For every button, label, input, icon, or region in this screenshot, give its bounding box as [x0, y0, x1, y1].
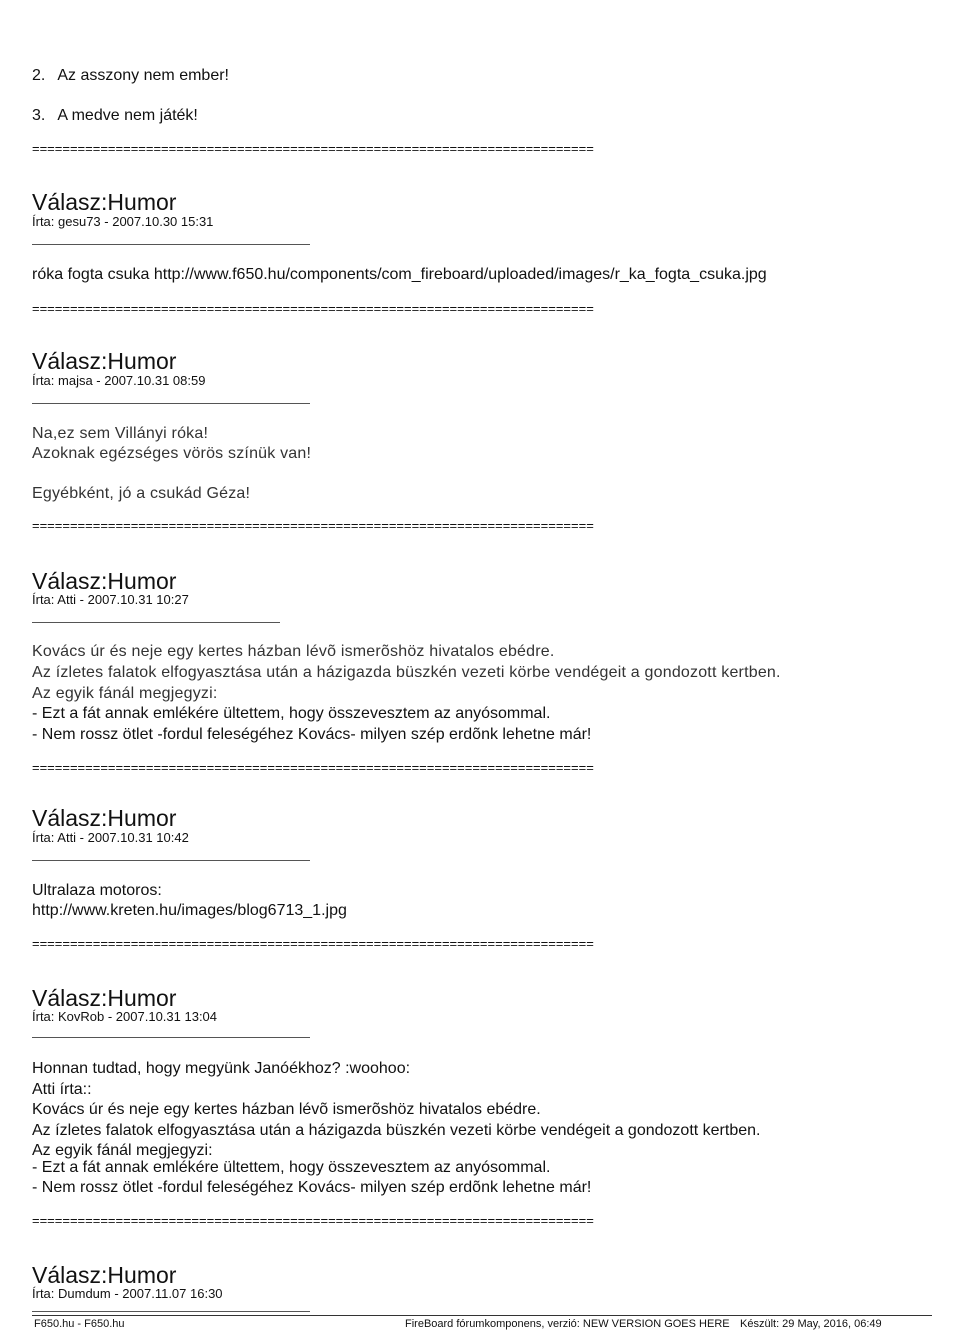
- post-underline: [32, 860, 310, 861]
- separator: ==========================================================================: [32, 1213, 594, 1228]
- post-title: Válasz:Humor: [32, 348, 177, 374]
- post-body-line: - Ezt a fát annak emlékére ültettem, hogy összevesztem az anyósommal.: [32, 705, 551, 722]
- list-item-3: [32, 106, 198, 126]
- post-body-line: - Ezt a fát annak emlékére ültettem, hogy összevesztem az anyósommal.: [32, 1159, 551, 1176]
- list-number: 2.: [32, 67, 46, 84]
- post-title: Válasz:Humor: [32, 1262, 177, 1288]
- post-title: Válasz:Humor: [32, 189, 177, 215]
- post-body-line: - Nem rossz ötlet -fordul feleségéhez Kovács- milyen szép erdõnk lehetne már!: [32, 1179, 592, 1196]
- separator: ==========================================================================: [32, 936, 594, 951]
- post-body-line: Kovács úr és neje egy kertes házban lévõ ismerõshöz hivatalos ebédre.: [32, 643, 555, 660]
- post-underline: [32, 1311, 310, 1312]
- post-meta: Írta: gesu73 - 2007.10.30 15:31: [32, 214, 214, 229]
- post-title: Válasz:Humor: [32, 568, 177, 594]
- post-body-line: Az egyik fánál megjegyzi:: [32, 685, 218, 702]
- post-meta: Írta: KovRob - 2007.10.31 13:04: [32, 1009, 218, 1024]
- post-body-line: Atti írta::: [32, 1081, 92, 1098]
- post-underline: [32, 1037, 310, 1038]
- list-item-2: [32, 66, 229, 86]
- post-body-line: Kovács úr és neje egy kertes házban lévõ ismerõshöz hivatalos ebédre.: [32, 1101, 541, 1118]
- post-body-line: - Nem rossz ötlet -fordul feleségéhez Kovács- milyen szép erdõnk lehetne már!: [32, 726, 592, 743]
- separator: ==========================================================================: [32, 301, 594, 316]
- post-meta: Írta: majsa - 2007.10.31 08:59: [32, 373, 206, 388]
- post-body-line: Azoknak egézséges vörös színük van!: [32, 445, 312, 462]
- list-number: 3.: [32, 107, 46, 124]
- separator: ==========================================================================: [32, 141, 594, 156]
- footer-generated: Készült: 29 May, 2016, 06:49: [740, 1318, 882, 1330]
- footer-rule: [32, 1315, 932, 1316]
- post-meta: Írta: Atti - 2007.10.31 10:42: [32, 830, 189, 845]
- post-underline: [32, 622, 280, 623]
- post-body-line: http://www.kreten.hu/images/blog6713_1.jpg: [32, 902, 347, 919]
- separator: ==========================================================================: [32, 518, 594, 533]
- footer-component: FireBoard fórumkomponens, verzió: NEW VERSION GOES HERE: [405, 1318, 730, 1330]
- post-meta: Írta: Dumdum - 2007.11.07 16:30: [32, 1286, 223, 1301]
- post-body-line: Az ízletes falatok elfogyasztása után a házigazda büszkén vezeti körbe vendégeit a gondozott kertben.: [32, 1122, 761, 1139]
- footer-site: F650.hu - F650.hu: [34, 1318, 125, 1330]
- post-body-line: Az egyik fánál megjegyzi:: [32, 1142, 213, 1159]
- post-body-line: Honnan tudtad, hogy megyünk Janóékhoz? :woohoo:: [32, 1060, 411, 1077]
- post-title: Válasz:Humor: [32, 985, 177, 1011]
- post-underline: [32, 403, 310, 404]
- post-body-line: Az ízletes falatok elfogyasztása után a házigazda büszkén vezeti körbe vendégeit a gondozott kertben.: [32, 664, 781, 681]
- list-text: Az asszony nem ember!: [57, 67, 229, 84]
- post-body-line: Na,ez sem Villányi róka!: [32, 425, 209, 442]
- post-body-line: Egyébként, jó a csukád Géza!: [32, 485, 251, 502]
- list-text: A medve nem játék!: [57, 107, 198, 124]
- post-body-line: Ultralaza motoros:: [32, 882, 162, 899]
- post-title: Válasz:Humor: [32, 805, 177, 831]
- separator: ==========================================================================: [32, 760, 594, 775]
- post-underline: [32, 244, 310, 245]
- post-body-line: róka fogta csuka http://www.f650.hu/components/com_fireboard/uploaded/images/r_ka_fogta_csuka.jpg: [32, 266, 767, 283]
- post-meta: Írta: Atti - 2007.10.31 10:27: [32, 592, 189, 607]
